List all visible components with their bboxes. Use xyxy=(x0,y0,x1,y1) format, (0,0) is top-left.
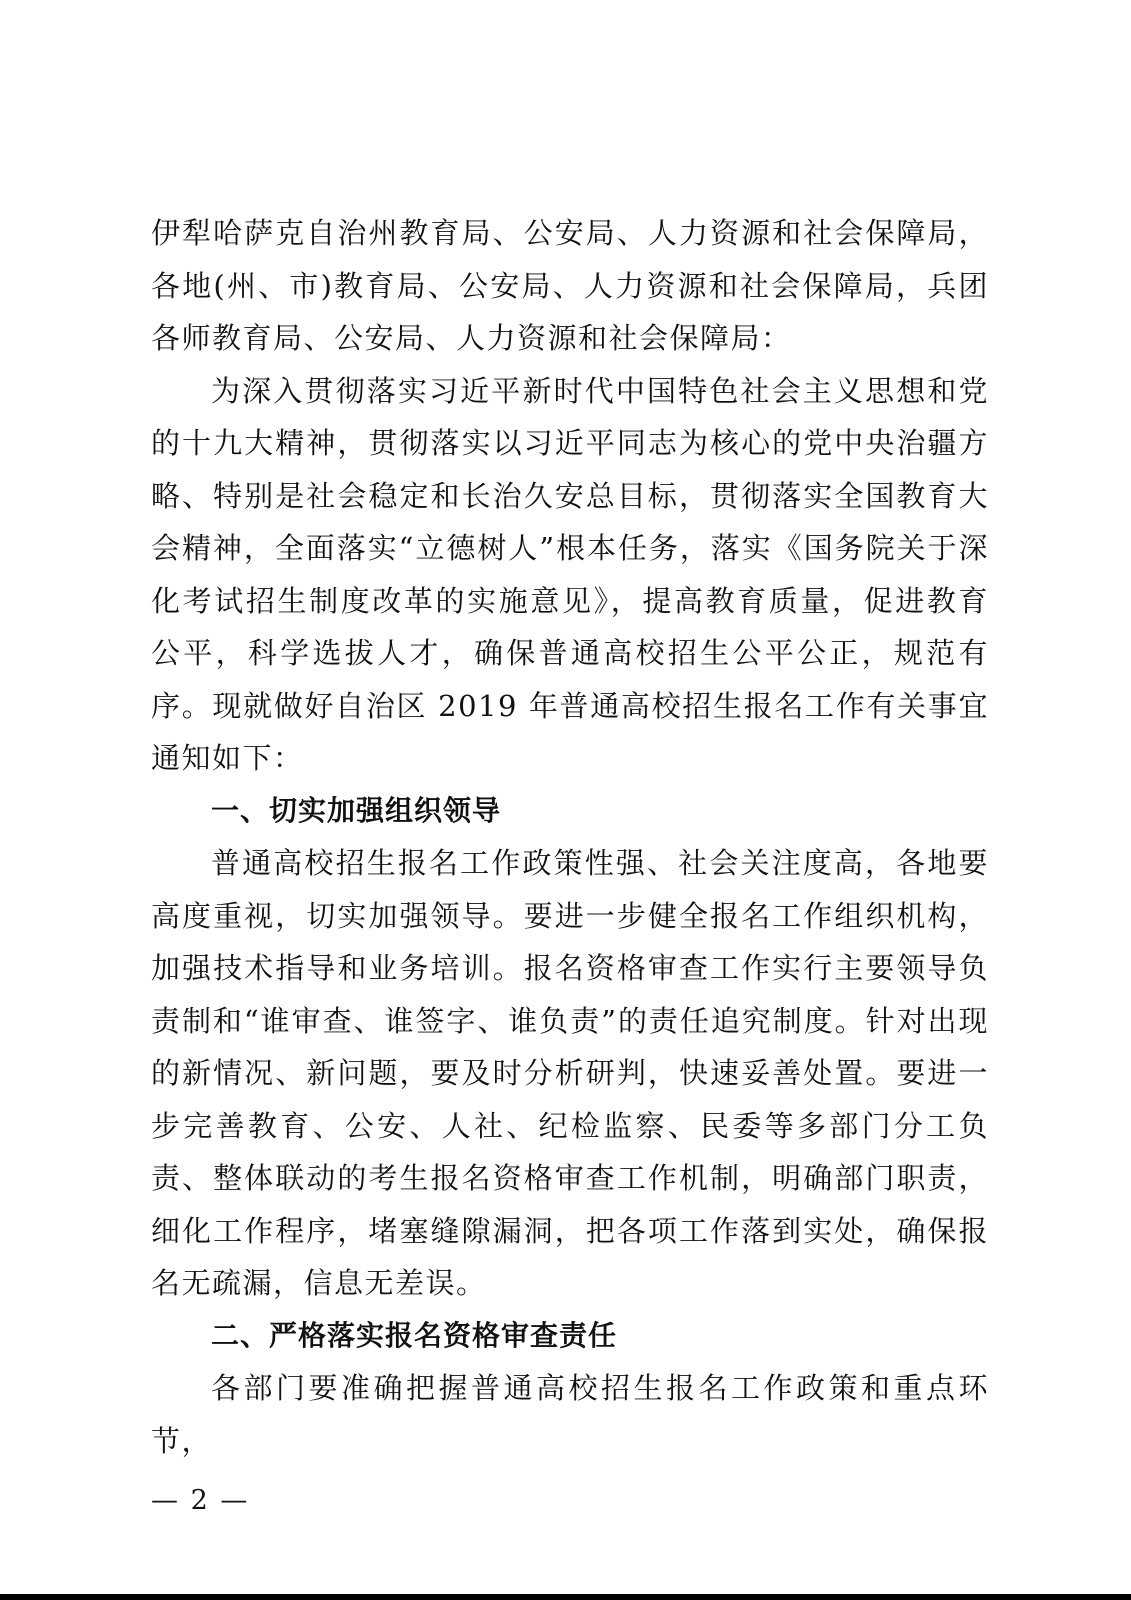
section-1-body: 普通高校招生报名工作政策性强、社会关注度高，各地要高度重视，切实加强领导。要进一步健全报名工作组织机构，加强技术指导和业务培训。报名资格审查工作实行主要领导负责制和“谁审查、谁签字、谁负责”的责任追究制度。针对出现的新情况、新问题，要及时分析研判，快速妥善处置。要进一步完善教育、公安、人社、纪检监察、民委等多部门分工负责、整体联动的考生报名资格审查工作机制，明确部门职责，细化工作程序，堵塞缝隙漏洞，把各项工作落到实处，确保报名无疏漏，信息无差误。 xyxy=(151,846,989,1300)
section-1-heading: 一、切实加强组织领导 xyxy=(211,793,502,827)
page-number: — 2 — xyxy=(151,1485,250,1516)
document-body xyxy=(151,207,989,1467)
intro-paragraph: 为深入贯彻落实习近平新时代中国特色社会主义思想和党的十九大精神，贯彻落实以习近平同志为核心的党中央治疆方略、特别是社会稳定和长治久安总目标，贯彻落实全国教育大会精神，全面落实“立德树人”根本任务，落实《国务院关于深化考试招生制度改革的实施意见》，提高教育质量，促进教育公平，科学选拔人才，确保普通高校招生公平公正，规范有序。现就做好自治区 2019 年普通高校招生报名工作有关事宜通知如下： xyxy=(151,373,989,775)
address-paragraph: 伊犁哈萨克自治州教育局、公安局、人力资源和社会保障局，各地(州、市)教育局、公安局、人力资源和社会保障局，兵团各师教育局、公安局、人力资源和社会保障局： xyxy=(151,216,989,355)
section-2-heading: 二、严格落实报名资格审查责任 xyxy=(211,1318,618,1352)
bottom-edge-bar xyxy=(0,1594,1131,1600)
section-2-body: 各部门要准确把握普通高校招生报名工作政策和重点环节， xyxy=(151,1371,989,1458)
